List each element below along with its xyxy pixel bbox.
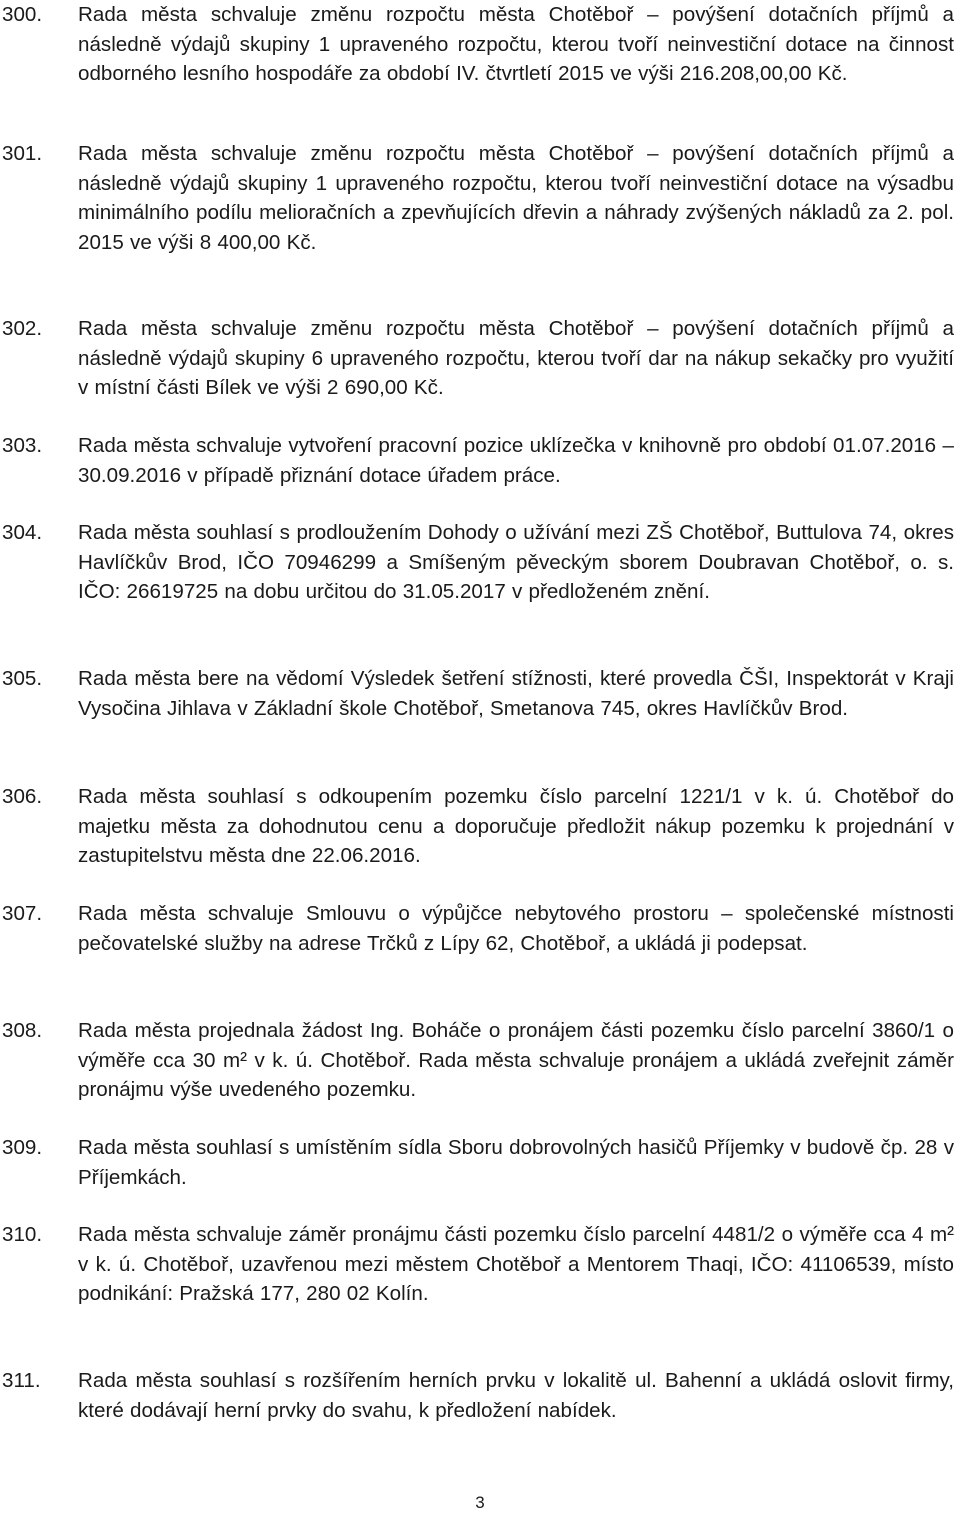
resolution-text: Rada města schvaluje záměr pronájmu části pozemku číslo parcelní 4481/2 o výměře cca 4 m² v k. ú. Chotěboř, uzavřenou mezi městem Chotěboř a Mentorem Thaqi, IČO: 41106539, místo podnikání: Pražská 177, 280 02 Kolín. [78, 1223, 954, 1305]
resolution-number: 310. [2, 1223, 43, 1246]
resolution-311 [0, 1366, 960, 1425]
resolution-number: 300. [2, 3, 43, 26]
resolution-text: Rada města souhlasí s umístěním sídla Sboru dobrovolných hasičů Příjemky v budově čp. 28 v Příjemkách. [78, 1136, 954, 1189]
resolution-number: 301. [2, 142, 43, 165]
resolution-307 [0, 899, 960, 958]
resolution-number: 309. [2, 1136, 43, 1159]
resolution-number: 303. [2, 434, 43, 457]
resolution-308 [0, 1016, 960, 1105]
resolution-text: Rada města schvaluje Smlouvu o výpůjčce nebytového prostoru – společenské místnosti pečovatelské služby na adrese Trčků z Lípy 62, Chotěboř, a ukládá ji podepsat. [78, 902, 954, 955]
resolution-number: 302. [2, 317, 43, 340]
resolution-305 [0, 664, 960, 723]
resolution-number: 304. [2, 521, 43, 544]
resolution-text: Rada města souhlasí s odkoupením pozemku číslo parcelní 1221/1 v k. ú. Chotěboř do majetku města za dohodnutou cenu a doporučuje předložit nákup pozemku k projednání v zastupitelstvu města dne 22.06.2016. [78, 785, 954, 867]
resolution-number: 307. [2, 902, 43, 925]
resolution-309 [0, 1133, 960, 1192]
resolution-301 [0, 139, 960, 257]
resolution-number: 311. [2, 1369, 41, 1392]
resolution-text: Rada města schvaluje změnu rozpočtu města Chotěboř – povýšení dotačních příjmů a následně výdajů skupiny 1 upraveného rozpočtu, kterou tvoří neinvestiční dotace na činnost odborného lesního hospodáře za období IV. čtvrtletí 2015 ve výši 216.208,00,00 Kč. [78, 3, 954, 85]
resolution-306 [0, 782, 960, 871]
resolution-text: Rada města bere na vědomí Výsledek šetření stížnosti, které provedla ČŠI, Inspektorát v Kraji Vysočina Jihlava v Základní škole Chotěboř, Smetanova 745, okres Havlíčkův Brod. [78, 667, 954, 720]
resolution-text: Rada města schvaluje vytvoření pracovní pozice uklízečka v knihovně pro období 01.07.2016 – 30.09.2016 v případě přiznání dotace úřadem práce. [78, 434, 954, 487]
resolution-303 [0, 431, 960, 490]
resolution-number: 305. [2, 667, 43, 690]
resolution-number: 306. [2, 785, 43, 808]
page-number: 3 [475, 1493, 485, 1512]
resolution-text: Rada města schvaluje změnu rozpočtu města Chotěboř – povýšení dotačních příjmů a následně výdajů skupiny 1 upraveného rozpočtu, kterou tvoří neinvestiční dotace na výsadbu minimálního podílu melioračních a zpevňujících dřevin a náhrady zvýšených nákladů za 2. pol. 2015 ve výši 8 400,00 Kč. [78, 142, 954, 254]
resolution-302 [0, 314, 960, 403]
resolution-300 [0, 0, 960, 89]
resolution-text: Rada města schvaluje změnu rozpočtu města Chotěboř – povýšení dotačních příjmů a následně výdajů skupiny 6 upraveného rozpočtu, kterou tvoří dar na nákup sekačky pro využití v místní části Bílek ve výši 2 690,00 Kč. [78, 317, 954, 399]
resolution-text: Rada města souhlasí s prodloužením Dohody o užívání mezi ZŠ Chotěboř, Buttulova 74, okres Havlíčkův Brod, IČO 70946299 a Smíšeným pěveckým sborem Doubravan Chotěboř, o. s. IČO: 26619725 na dobu určitou do 31.05.2017 v předloženém znění. [78, 521, 954, 603]
resolution-310 [0, 1220, 960, 1309]
resolution-text: Rada města souhlasí s rozšířením herních prvku v lokalitě ul. Bahenní a ukládá oslovit firmy, které dodávají herní prvky do svahu, k předložení nabídek. [78, 1369, 954, 1422]
resolution-number: 308. [2, 1019, 43, 1042]
resolution-304 [0, 518, 960, 607]
resolution-text: Rada města projednala žádost Ing. Boháče o pronájem části pozemku číslo parcelní 3860/1 o výměře cca 30 m² v k. ú. Chotěboř. Rada města schvaluje pronájem a ukládá zveřejnit záměr pronájmu výše uvedeného pozemku. [78, 1019, 954, 1101]
